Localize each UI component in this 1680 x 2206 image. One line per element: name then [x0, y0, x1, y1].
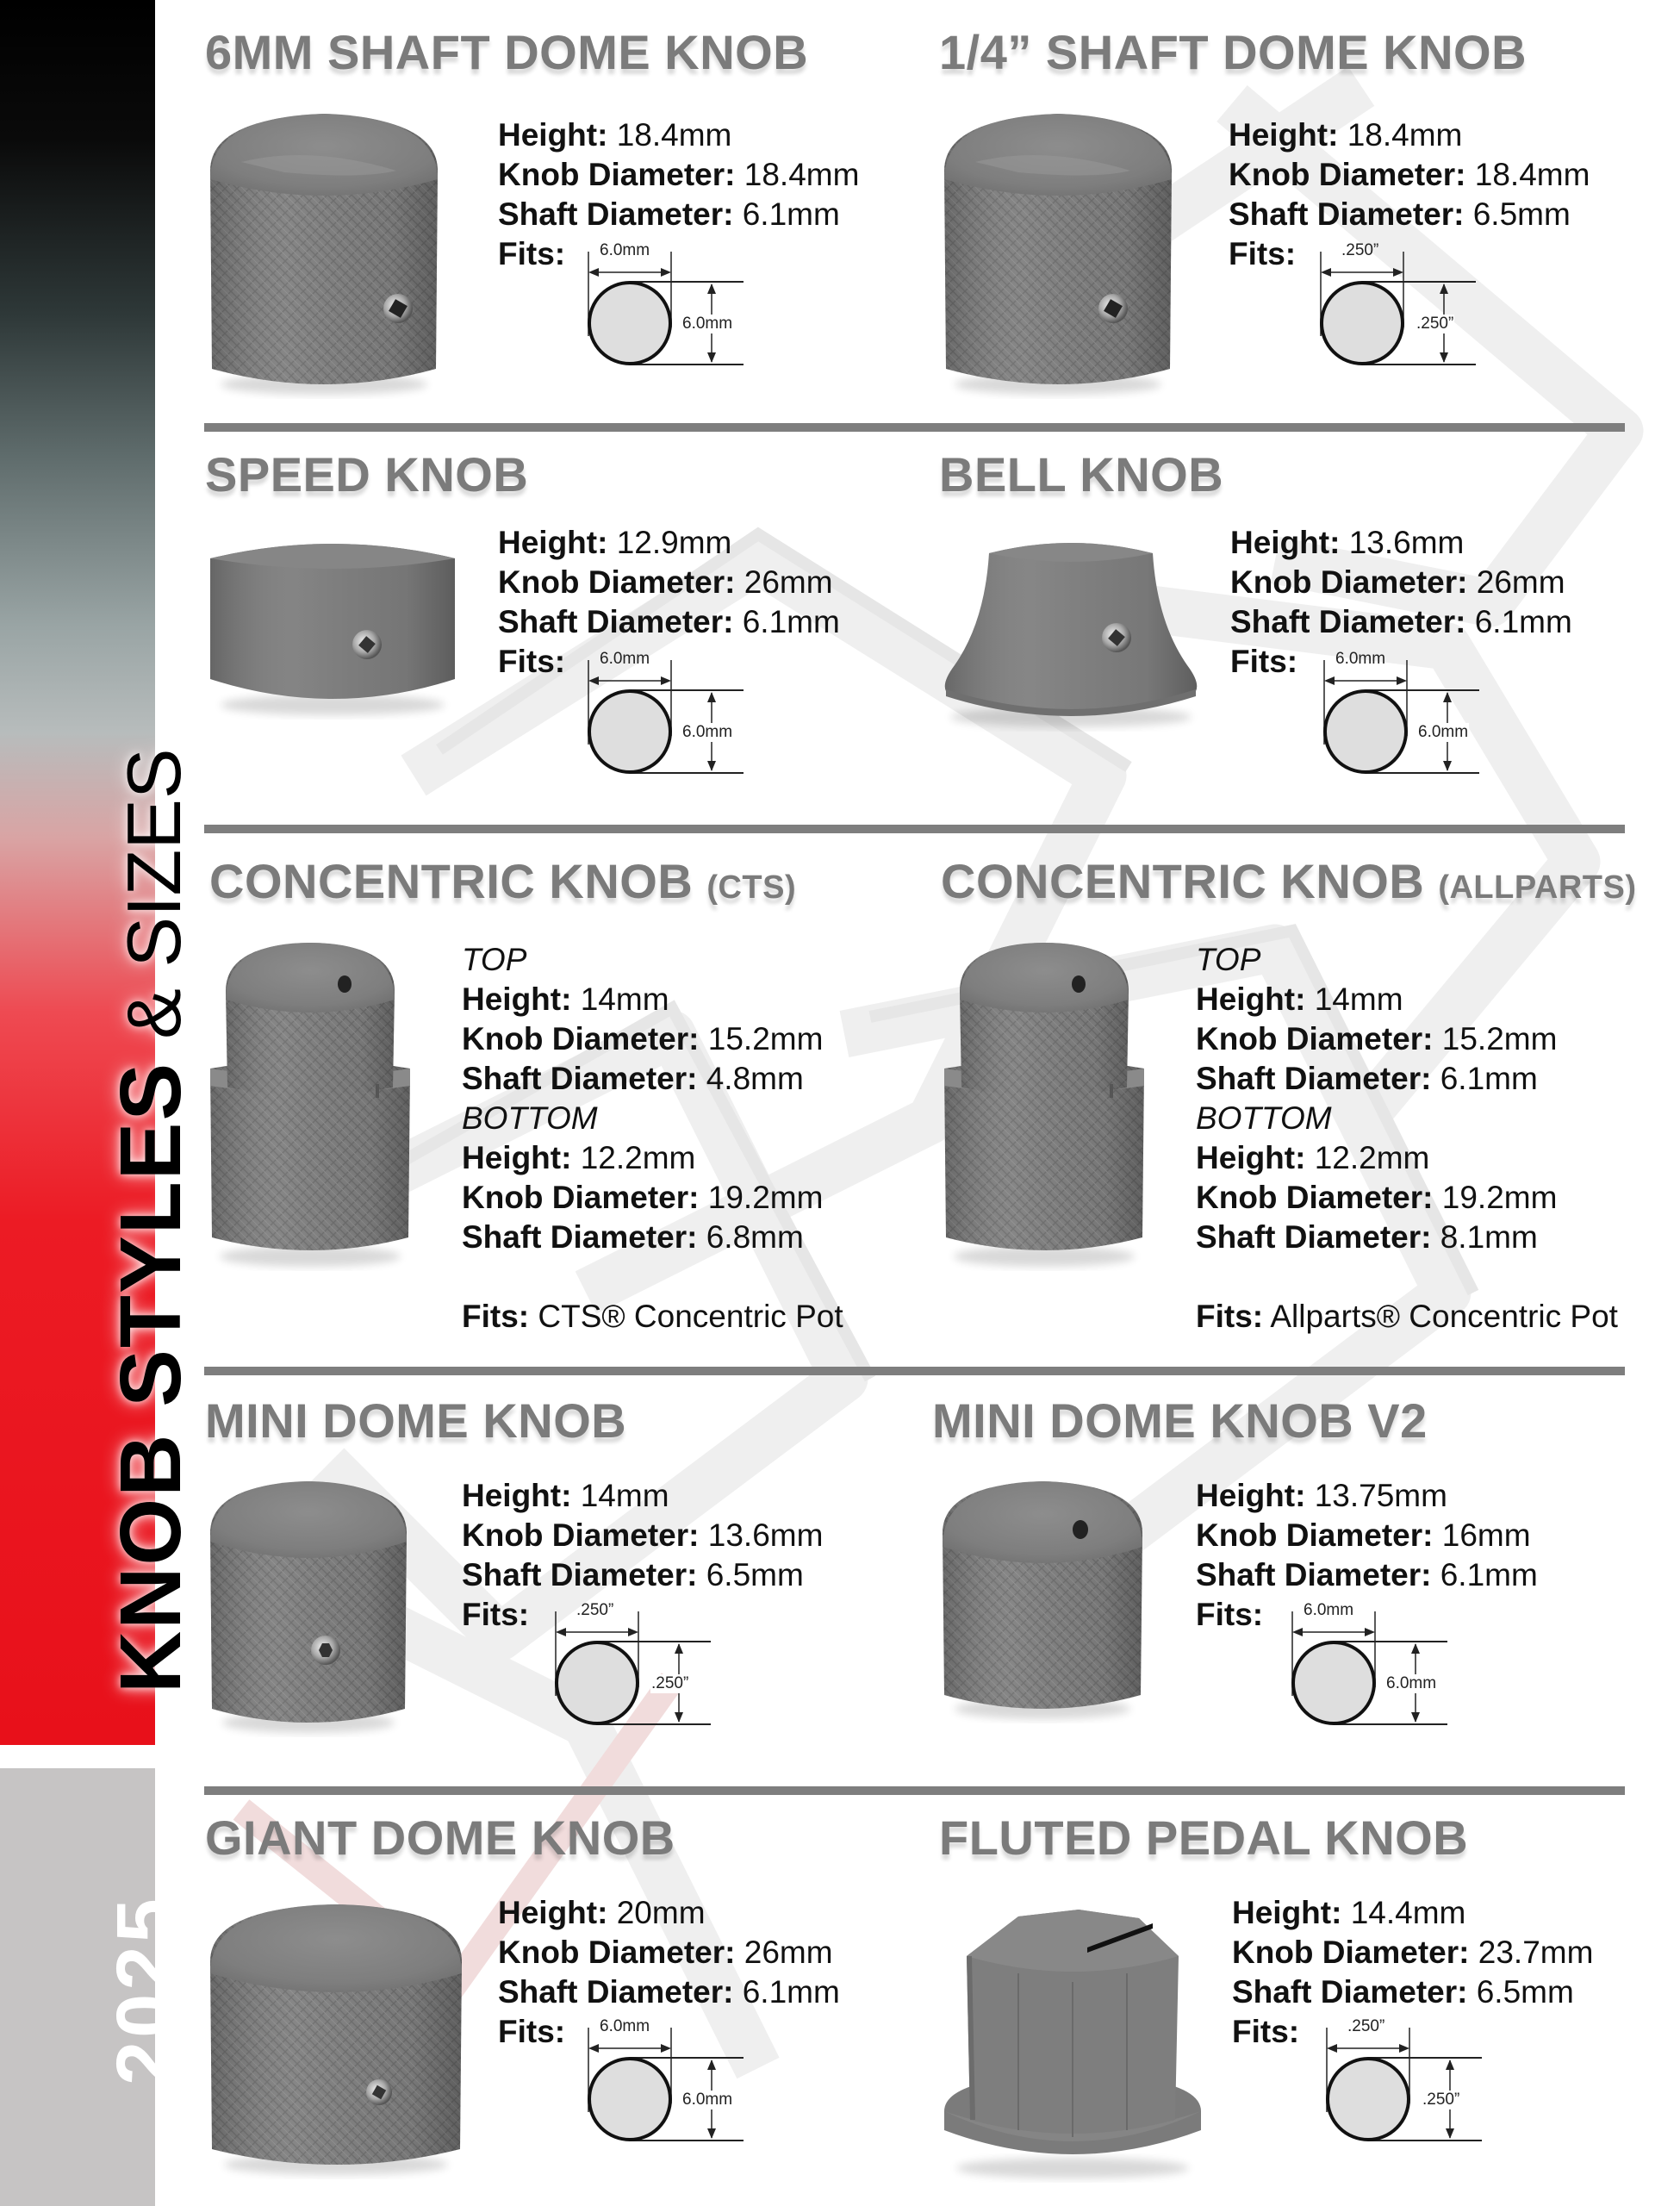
item-title: SPEED KNOB [205, 447, 529, 502]
spec-label-shaft-diameter: Shaft Diameter: [1196, 1557, 1432, 1592]
spec-section-bottom: BOTTOM [462, 1100, 598, 1136]
spec-section-top: TOP [462, 942, 527, 977]
speed-knob-image [205, 534, 460, 715]
spec-value-shaft-diameter: 6.1mm [1440, 1557, 1538, 1592]
spec-label-shaft-diameter: Shaft Diameter: [462, 1061, 698, 1096]
dome-knob-image [207, 110, 441, 395]
bell-knob-image [937, 536, 1204, 727]
spec-value-shaft-diameter: 6.1mm [742, 196, 840, 232]
spec-label-height: Height: [1229, 117, 1339, 153]
spec-value-knob-diameter: 18.4mm [1474, 157, 1590, 192]
item-title [941, 853, 1636, 909]
mini-dome-knob-image [207, 1478, 410, 1733]
spec-value-height: 12.2mm [1314, 1140, 1430, 1175]
fit-height-label: 6.0mm [1418, 723, 1469, 741]
dome-knob-image [941, 110, 1175, 395]
fit-width-label: .250” [1341, 241, 1379, 259]
spec-label-knob-diameter: Knob Diameter: [498, 157, 736, 192]
shaft-fit-diagram [1327, 2017, 1499, 2155]
giant-dome-knob-image [207, 1901, 465, 2177]
spec-value-height: 12.9mm [616, 525, 732, 560]
shaft-fit-diagram [1321, 241, 1493, 379]
spec-value-knob-diameter: 26mm [744, 564, 833, 600]
spec-value-height: 18.4mm [1347, 117, 1463, 153]
spec-value-shaft-diameter: 6.5mm [706, 1557, 804, 1592]
spec-value-height: 18.4mm [616, 117, 732, 153]
spec-label-knob-diameter: Knob Diameter: [498, 564, 736, 600]
spec-value-shaft-diameter: 6.1mm [742, 604, 840, 639]
shaft-fit-diagram [588, 650, 761, 788]
spec-label-fits: Fits: [462, 1597, 530, 1632]
spec-label-height: Height: [462, 1478, 572, 1513]
item-title-suffix: (ALLPARTS) [1438, 869, 1637, 906]
fit-width-label: 6.0mm [600, 241, 650, 259]
item-title-main: CONCENTRIC KNOB [209, 854, 694, 908]
spec-value-height: 14mm [580, 1478, 669, 1513]
item-title: 6MM SHAFT DOME KNOB [205, 25, 809, 79]
concentric-knob-image [207, 939, 414, 1267]
item-title-suffix: (CTS) [706, 869, 797, 906]
spec-value-knob-diameter: 23.7mm [1478, 1935, 1594, 1970]
item-title: FLUTED PEDAL KNOB [939, 1810, 1469, 1865]
spec-label-knob-diameter: Knob Diameter: [462, 1517, 700, 1553]
spec-value-shaft-diameter: 6.1mm [1474, 604, 1572, 639]
spec-value-shaft-diameter: 6.8mm [706, 1219, 804, 1255]
section-divider [204, 423, 1625, 432]
spec-value-shaft-diameter: 6.5mm [1472, 196, 1571, 232]
fit-height-label: .250” [1416, 315, 1454, 333]
spec-label-shaft-diameter: Shaft Diameter: [1230, 604, 1466, 639]
spec-value-height: 13.75mm [1314, 1478, 1447, 1513]
spec-label-shaft-diameter: Shaft Diameter: [1232, 1974, 1468, 2010]
spec-value-height: 12.2mm [580, 1140, 696, 1175]
spec-value-knob-diameter: 19.2mm [707, 1180, 824, 1215]
fit-width-label: 6.0mm [600, 2017, 650, 2035]
spec-label-shaft-diameter: Shaft Diameter: [498, 604, 734, 639]
spec-label-shaft-diameter: Shaft Diameter: [1229, 196, 1465, 232]
spec-label-fits: Fits: [1229, 236, 1297, 271]
spec-label-fits: Fits: [1230, 644, 1298, 679]
spec-value-height: 13.6mm [1348, 525, 1465, 560]
fit-width-label: 6.0mm [1304, 1601, 1354, 1619]
spec-label-knob-diameter: Knob Diameter: [1196, 1517, 1434, 1553]
shaft-fit-diagram [1324, 650, 1496, 788]
spec-label-height: Height: [498, 1895, 608, 1930]
shaft-fit-diagram [1292, 1601, 1465, 1739]
spec-label-height: Height: [1196, 1140, 1306, 1175]
spec-value-shaft-diameter: 6.1mm [1440, 1061, 1538, 1096]
fit-height-label: .250” [651, 1674, 689, 1692]
section-divider [204, 1786, 1625, 1795]
shaft-fit-diagram [588, 241, 761, 379]
fit-width-label: .250” [576, 1601, 614, 1619]
item-title: 1/4” SHAFT DOME KNOB [939, 25, 1528, 79]
fit-width-label: 6.0mm [600, 650, 650, 668]
item-title: GIANT DOME KNOB [205, 1810, 675, 1865]
spec-label-knob-diameter: Knob Diameter: [498, 1935, 736, 1970]
spec-value-knob-diameter: 15.2mm [1441, 1021, 1558, 1056]
spec-label-shaft-diameter: Shaft Diameter: [498, 196, 734, 232]
sidebar-title [103, 748, 199, 1693]
spec-value-height: 20mm [616, 1895, 706, 1930]
fit-width-label: .250” [1347, 2017, 1385, 2035]
mini-dome-knob-v2-image [939, 1478, 1146, 1719]
spec-value-knob-diameter: 16mm [1441, 1517, 1531, 1553]
spec-value-shaft-diameter: 4.8mm [706, 1061, 804, 1096]
item-title: MINI DOME KNOB V2 [932, 1393, 1428, 1448]
fit-height-label: .250” [1422, 2091, 1460, 2109]
spec-label-knob-diameter: Knob Diameter: [1229, 157, 1466, 192]
spec-value-shaft-diameter: 6.5mm [1476, 1974, 1574, 2010]
concentric-knob-image [941, 939, 1148, 1267]
spec-value-knob-diameter: 13.6mm [707, 1517, 824, 1553]
spec-label-height: Height: [462, 981, 572, 1017]
shaft-fit-diagram [588, 2017, 761, 2155]
spec-value-shaft-diameter: 8.1mm [1440, 1219, 1538, 1255]
spec-label-fits: Fits: [498, 2014, 566, 2049]
spec-value-knob-diameter: 26mm [1476, 564, 1565, 600]
spec-label-shaft-diameter: Shaft Diameter: [498, 1974, 734, 2010]
spec-label-height: Height: [1196, 1478, 1306, 1513]
spec-label-knob-diameter: Knob Diameter: [1196, 1021, 1434, 1056]
spec-value-knob-diameter: 18.4mm [744, 157, 860, 192]
spec-section-bottom: BOTTOM [1196, 1100, 1332, 1136]
spec-label-fits: Fits: [1232, 2014, 1300, 2049]
spec-value-fits: CTS® Concentric Pot [538, 1299, 843, 1334]
spec-list [1196, 940, 1618, 1337]
spec-label-height: Height: [1230, 525, 1341, 560]
spec-section-top: TOP [1196, 942, 1261, 977]
spec-value-knob-diameter: 26mm [744, 1935, 833, 1970]
spec-label-shaft-diameter: Shaft Diameter: [1196, 1061, 1432, 1096]
spec-label-shaft-diameter: Shaft Diameter: [462, 1219, 698, 1255]
spec-label-shaft-diameter: Shaft Diameter: [462, 1557, 698, 1592]
spec-label-shaft-diameter: Shaft Diameter: [1196, 1219, 1432, 1255]
fluted-pedal-knob-image [941, 1904, 1204, 2180]
spec-label-knob-diameter: Knob Diameter: [1232, 1935, 1470, 1970]
sidebar-title-light: & SIZES [111, 748, 196, 1039]
spec-label-height: Height: [1196, 981, 1306, 1017]
spec-value-shaft-diameter: 6.1mm [742, 1974, 840, 2010]
spec-value-height: 14.4mm [1350, 1895, 1466, 1930]
fit-height-label: 6.0mm [682, 2091, 733, 2109]
sidebar [0, 0, 199, 2206]
spec-label-fits: Fits: [462, 1299, 530, 1334]
spec-value-knob-diameter: 19.2mm [1441, 1180, 1558, 1215]
item-title: MINI DOME KNOB [205, 1393, 627, 1448]
spec-label-knob-diameter: Knob Diameter: [1230, 564, 1468, 600]
spec-value-height: 14mm [580, 981, 669, 1017]
fit-height-label: 6.0mm [1386, 1674, 1437, 1692]
sidebar-title-bold: KNOB STYLES [103, 1061, 199, 1693]
spec-label-fits: Fits: [1196, 1299, 1264, 1334]
spec-label-fits: Fits: [498, 236, 566, 271]
spec-label-knob-diameter: Knob Diameter: [462, 1021, 700, 1056]
spec-label-height: Height: [498, 525, 608, 560]
spec-label-fits: Fits: [498, 644, 566, 679]
spec-label-height: Height: [1232, 1895, 1342, 1930]
spec-label-fits: Fits: [1196, 1597, 1264, 1632]
sidebar-year: 2025 [101, 1895, 189, 2085]
item-title: BELL KNOB [939, 447, 1224, 502]
spec-label-height: Height: [498, 117, 608, 153]
fit-height-label: 6.0mm [682, 723, 733, 741]
fit-width-label: 6.0mm [1335, 650, 1386, 668]
item-title [209, 853, 796, 909]
section-divider [204, 825, 1625, 833]
spec-value-fits: Allparts® Concentric Pot [1270, 1299, 1618, 1334]
spec-list [462, 940, 843, 1337]
spec-value-height: 14mm [1314, 981, 1403, 1017]
shaft-fit-diagram [556, 1601, 728, 1739]
fit-height-label: 6.0mm [682, 315, 733, 333]
spec-value-knob-diameter: 15.2mm [707, 1021, 824, 1056]
spec-label-height: Height: [462, 1140, 572, 1175]
section-divider [204, 1367, 1625, 1375]
spec-label-knob-diameter: Knob Diameter: [462, 1180, 700, 1215]
item-title-main: CONCENTRIC KNOB [941, 854, 1425, 908]
spec-label-knob-diameter: Knob Diameter: [1196, 1180, 1434, 1215]
